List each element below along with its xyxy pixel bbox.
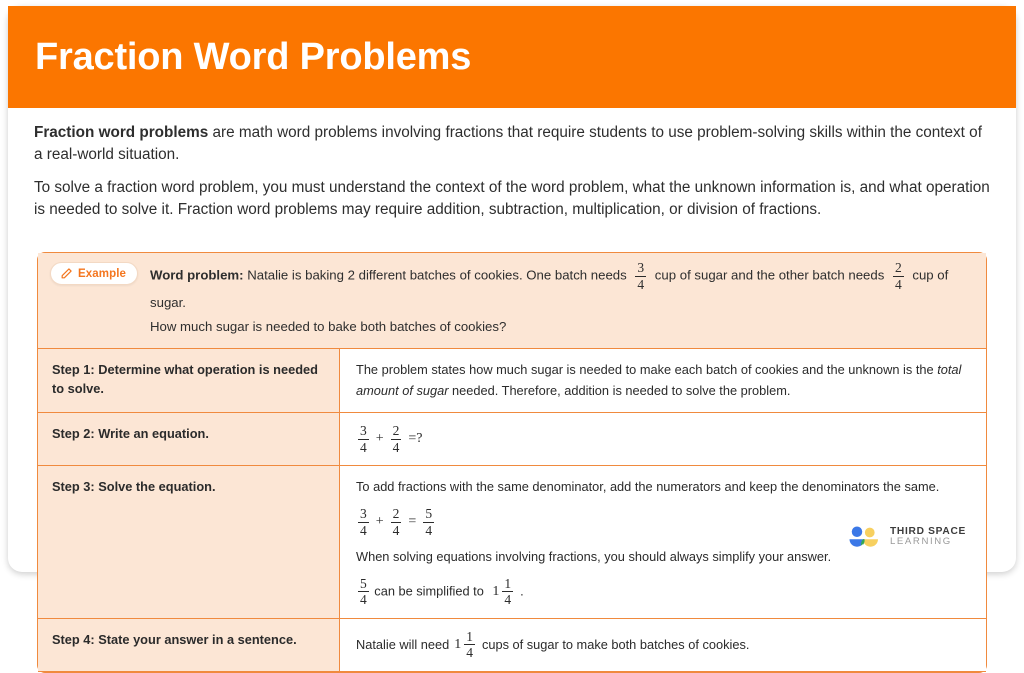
word-problem-part-1: Natalie is baking 2 different batches of cookies. One batch needs (243, 267, 631, 283)
intro-lead-term: Fraction word problems (34, 124, 209, 141)
intro-paragraph-2: To solve a fraction word problem, you must understand the context of the word problem, what the unknown information is, and what operation is needed to solve it. Fraction word problems may require addition, subtraction, multiplication, or division of fractions. (34, 179, 990, 219)
intro-paragraph-1 (34, 122, 990, 165)
answer-mixed-number: 1 $\frac{1}{4}$ (454, 628, 473, 661)
word-problem-part-3: cup of sugar. (150, 267, 949, 310)
step-1-text-b: needed. Therefore, addition is needed to solve the problem. (448, 382, 791, 398)
example-badge (50, 262, 138, 285)
step-4-content (340, 619, 986, 671)
step-3-equation: $\frac{3}{4}$ + $\frac{2}{4}$ = $\frac{5}{4}$ (360, 506, 433, 538)
simplify-mid-text: can be simplified to (370, 583, 488, 599)
step-2-content (340, 413, 986, 465)
step-2-label: Step 2: Write an equation. (38, 413, 340, 465)
simplify-to-mixed-number: 1 $\frac{1}{4}$ (492, 575, 512, 608)
page-title: Fraction Word Problems (35, 36, 472, 78)
step-4-label: Step 4: State your answer in a sentence. (38, 619, 340, 671)
word-problem-part-2: cup of sugar and the other batch needs (651, 267, 888, 283)
step-2-equation: $\frac{3}{4}$ + $\frac{2}{4}$ =? (360, 423, 423, 455)
table-row (38, 349, 986, 413)
brand-logo (835, 521, 972, 553)
pencil-icon (60, 267, 73, 280)
page-card (8, 6, 1016, 661)
intro-paragraph-1-rest: are math word problems involving fractions that require students to use problem-solving skills within the context of a real-world situation. (34, 124, 982, 163)
step-1-content (340, 349, 986, 412)
step-1-text (356, 360, 970, 401)
word-problem-line-2: How much sugar is needed to bake both batches of cookies? (150, 318, 507, 334)
step-1-text-a: The problem states how much sugar is needed to make each batch of cookies and the unknown is the (356, 362, 938, 377)
table-row (38, 413, 986, 466)
example-problem-text (150, 261, 974, 338)
logo-text (890, 527, 966, 548)
example-badge-label: Example (78, 267, 127, 280)
step-3-label: Step 3: Solve the equation. (38, 466, 340, 617)
step-3-line-2: When solving equations involving fractions, you should always simplify your answer. (356, 549, 832, 565)
logo-line-1: THIRD SPACE (890, 525, 966, 537)
simplify-end-text: . (520, 583, 524, 599)
step-4-answer-a: Natalie will need (356, 636, 450, 652)
problem-fraction-b: $\frac{2}{4}$ (894, 260, 902, 292)
example-table (37, 252, 987, 673)
logo-line-2: LEARNING (890, 536, 952, 548)
simplify-from-fraction: $\frac{5}{4}$ (360, 575, 367, 608)
third-space-learning-logo-icon (845, 525, 881, 549)
step-1-text-italic: total amount of sugar (356, 362, 962, 398)
page-header (8, 6, 1016, 108)
table-row (38, 619, 986, 672)
intro-section (8, 108, 1016, 221)
step-3-simplify-line (356, 577, 970, 607)
problem-fraction-a: $\frac{3}{4}$ (637, 260, 645, 292)
example-header-row (38, 253, 986, 349)
step-1-label: Step 1: Determine what operation is needed to solve. (38, 349, 340, 412)
step-3-line-1: To add fractions with the same denominator, add the numerators and keep the denominators the same. (356, 479, 940, 495)
word-problem-label: Word problem: (150, 267, 244, 283)
step-4-answer-b: cups of sugar to make both batches of cookies. (481, 636, 750, 652)
